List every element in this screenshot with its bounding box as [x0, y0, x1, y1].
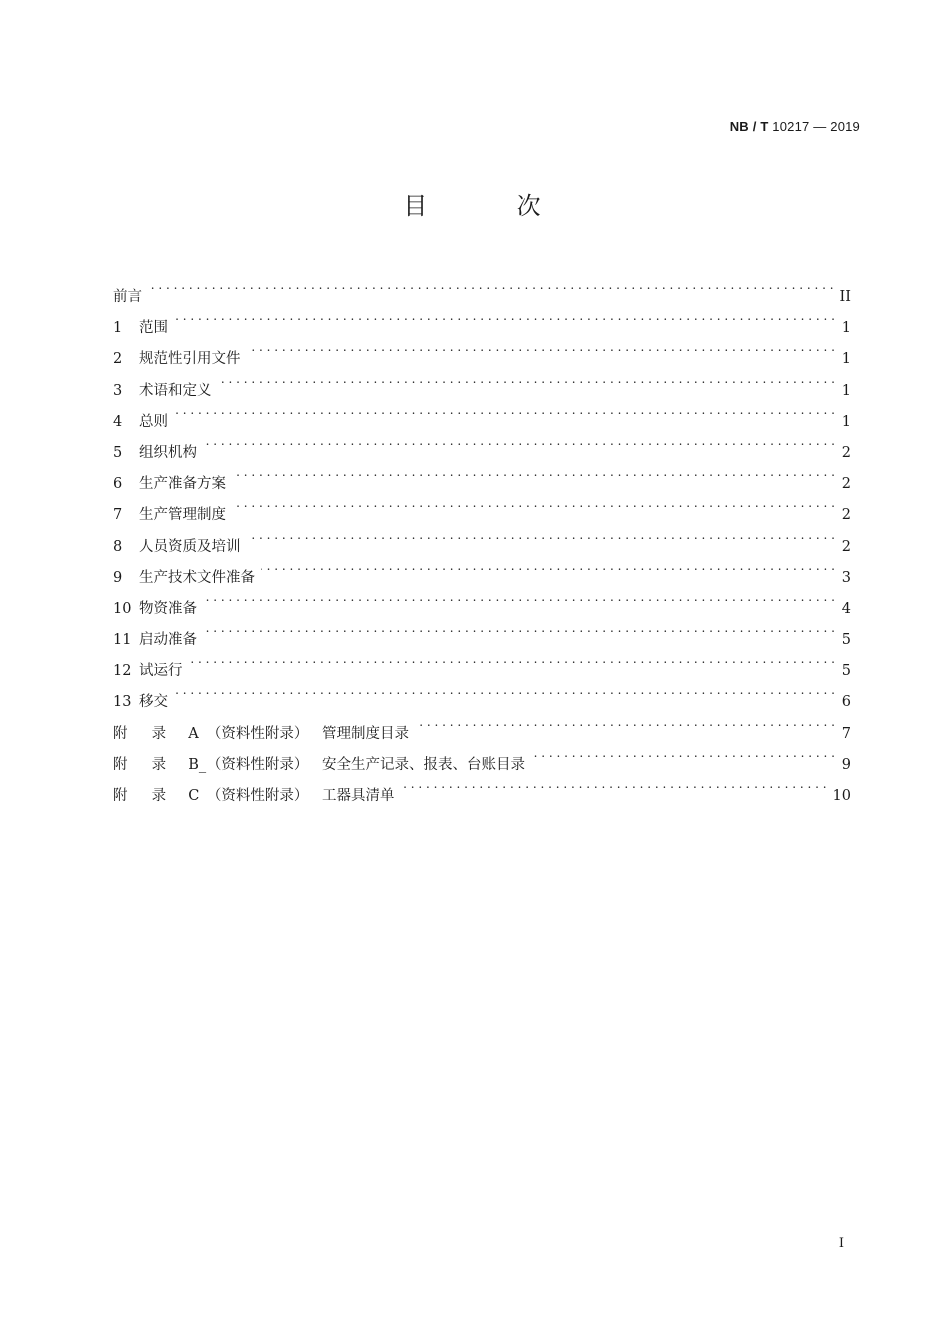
- dot-leader: [174, 395, 835, 426]
- toc-entry-1[interactable]: [113, 301, 851, 337]
- toc-entry-page: 2: [841, 538, 851, 555]
- toc-entry-label: 物资准备: [139, 600, 197, 617]
- appendix-word-2: 录: [151, 788, 167, 804]
- toc-entry-label: 管理制度目录: [322, 725, 409, 742]
- dot-leader: [218, 364, 836, 395]
- appendix-type: （资料性附录）: [206, 725, 309, 742]
- appendix-word-1: 附: [113, 756, 128, 773]
- toc-entry-label: 安全生产记录、报表、台账目录: [322, 756, 525, 773]
- toc-entry-page: 1: [841, 382, 851, 399]
- toc-entry-page: 6: [841, 694, 851, 711]
- appendix-prefix: [113, 719, 322, 750]
- toc-entry-label: 工器具清单: [322, 788, 395, 804]
- dot-leader: [203, 613, 835, 644]
- dot-leader: [189, 644, 836, 675]
- appendix-letter: C: [188, 788, 200, 804]
- standard-number: 10217 — 2019: [772, 119, 860, 134]
- dot-leader: [174, 675, 835, 706]
- toc-entry-page: 1: [841, 351, 851, 368]
- toc-entry-label: 规范性引用文件: [139, 351, 241, 368]
- dot-leader: [247, 332, 836, 363]
- dot-leader: [232, 457, 835, 488]
- toc-entry-number: 3: [113, 382, 123, 399]
- toc-entry-6[interactable]: [113, 457, 851, 493]
- title-char-1: 目: [403, 192, 434, 220]
- toc-entry-number: 6: [113, 476, 123, 493]
- toc-entry-page: 2: [841, 507, 851, 524]
- toc-entry-number: 4: [113, 413, 123, 430]
- toc-entry-label: 启动准备: [139, 632, 197, 649]
- footer-page-number: I: [838, 1236, 844, 1251]
- toc-entry-label: 生产管理制度: [139, 507, 226, 524]
- toc-entry-page: II: [839, 289, 851, 305]
- toc-entry-page: 10: [832, 788, 851, 804]
- dot-leader: [261, 551, 835, 582]
- standard-code: [730, 119, 860, 134]
- toc-entry-page: 2: [841, 444, 851, 461]
- toc-entry-number: 1: [113, 320, 123, 337]
- toc-entry-number: 11: [113, 632, 132, 649]
- toc-entry-number: 10: [113, 600, 132, 617]
- toc-entry-2[interactable]: [113, 332, 851, 368]
- appendix-word-1: 附: [113, 788, 128, 804]
- dot-leader: [247, 520, 836, 551]
- standard-prefix: NB / T: [729, 119, 769, 134]
- toc-entry-number: 7: [113, 507, 123, 524]
- appendix-word-1: 附: [113, 725, 128, 742]
- toc-entry-10[interactable]: [113, 582, 851, 617]
- toc-entry-page: 5: [841, 663, 851, 680]
- toc-entry-11[interactable]: [113, 613, 851, 649]
- dot-leader: [203, 426, 835, 457]
- appendix-word-2: 录: [151, 756, 167, 773]
- toc-entry-page: 7: [841, 725, 851, 742]
- appendix-letter: B_: [188, 756, 207, 773]
- toc-entry-page: 2: [841, 476, 851, 493]
- toc-entry-12[interactable]: [113, 644, 851, 680]
- toc-entry-page: 1: [841, 320, 851, 337]
- toc-entry-page: 5: [841, 632, 851, 649]
- toc-entry-label: 生产准备方案: [139, 476, 226, 493]
- appendix-type: （资料性附录）: [206, 788, 309, 804]
- toc-entry-13[interactable]: [113, 675, 851, 711]
- toc-entry-number: 8: [113, 538, 123, 555]
- toc-entry-number: 13: [113, 694, 132, 711]
- toc-entry-appendix-a[interactable]: [113, 707, 851, 742]
- toc-entry-label: 移交: [139, 694, 168, 711]
- appendix-prefix: [113, 750, 322, 781]
- toc-entry-page: 9: [841, 756, 851, 773]
- toc-entry-label: 组织机构: [139, 444, 197, 461]
- toc-entry-foreword[interactable]: [113, 270, 851, 305]
- toc-entry-label: 生产技术文件准备: [139, 569, 255, 586]
- toc-entry-label: 总则: [139, 413, 168, 430]
- appendix-letter: A: [188, 725, 199, 742]
- dot-leader: [531, 738, 835, 769]
- dot-leader: [415, 707, 835, 738]
- toc-entry-3[interactable]: [113, 364, 851, 399]
- toc-entry-label: 人员资质及培训: [139, 538, 241, 555]
- table-of-contents: [113, 270, 851, 804]
- toc-entry-page: 1: [841, 413, 851, 430]
- dot-leader: [203, 582, 835, 613]
- toc-entry-label: 试运行: [139, 663, 183, 680]
- page-title: [0, 186, 950, 221]
- appendix-prefix: [113, 781, 322, 812]
- toc-entry-label: 前言: [113, 289, 142, 305]
- toc-entry-label: 术语和定义: [139, 382, 212, 399]
- toc-entry-page: 4: [841, 600, 851, 617]
- dot-leader: [232, 488, 835, 519]
- toc-entry-label: 范围: [139, 320, 168, 337]
- title-char-2: 次: [516, 192, 547, 220]
- dot-leader: [401, 769, 827, 800]
- toc-entry-number: 5: [113, 444, 123, 461]
- toc-entry-5[interactable]: [113, 426, 851, 461]
- toc-entry-number: 12: [113, 663, 132, 680]
- toc-entry-number: 2: [113, 351, 123, 368]
- appendix-word-2: 录: [151, 725, 167, 742]
- dot-leader: [148, 270, 834, 301]
- toc-entry-4[interactable]: [113, 395, 851, 430]
- dot-leader: [174, 301, 835, 332]
- appendix-type: （资料性附录）: [206, 756, 309, 773]
- toc-entry-number: 9: [113, 569, 123, 586]
- toc-entry-page: 3: [841, 569, 851, 586]
